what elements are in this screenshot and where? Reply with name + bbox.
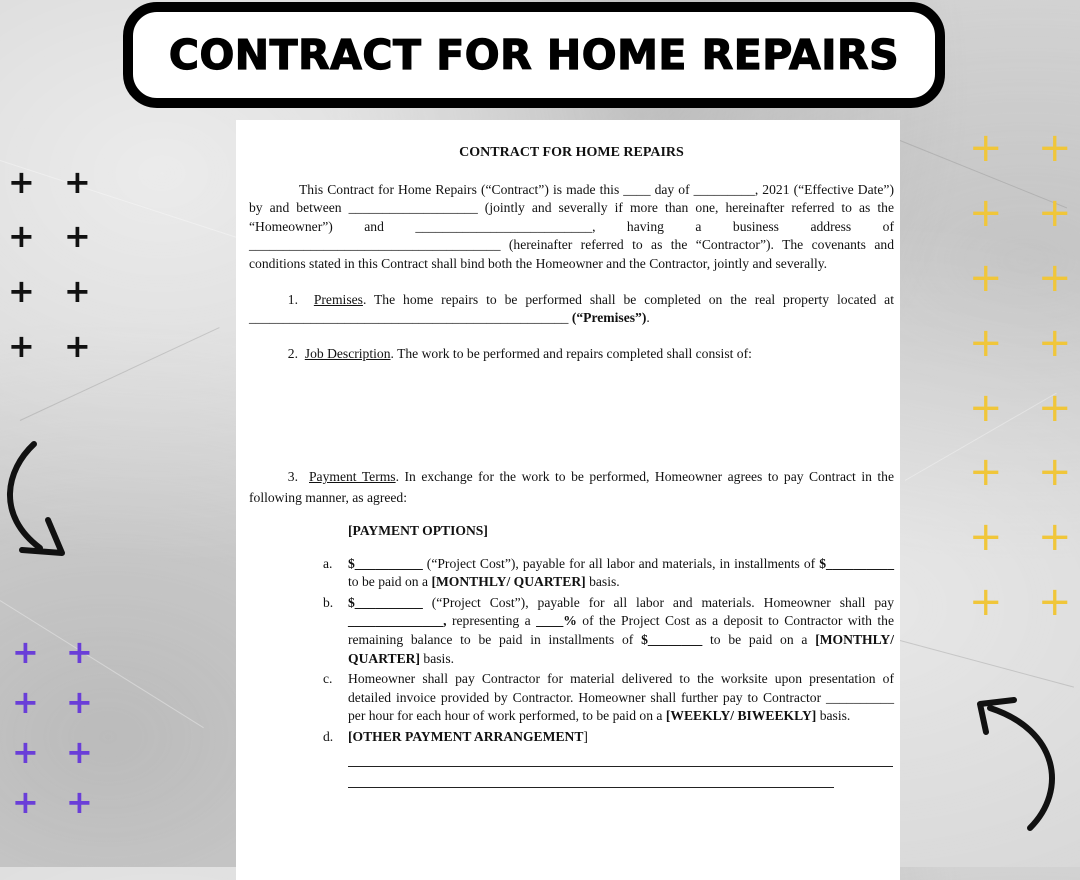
option-text: (“Project Cost”), payable for all labor and materials. Homeowner shall pay <box>422 594 894 610</box>
curved-arrow-up-icon <box>968 690 1068 835</box>
payment-option-d <box>323 728 894 747</box>
option-text: (“Project Cost”), payable for all labor and materials, in installments of <box>422 555 820 571</box>
paper-crease <box>900 640 1074 688</box>
section-job-description <box>249 345 894 364</box>
payment-option-a <box>323 555 894 592</box>
option-letter: a. <box>323 555 333 571</box>
plus-icon: + <box>66 633 93 671</box>
plus-icon: + <box>1038 449 1072 495</box>
plus-icon: + <box>12 783 39 821</box>
option-letter: c. <box>323 671 333 687</box>
option-text: of the Project Cost as a deposit to Contractor with the remaining balance to be paid in installments of <box>348 613 894 647</box>
payment-option-b <box>323 594 894 668</box>
option-text: to be paid on a <box>348 574 432 590</box>
plus-icon: + <box>64 272 91 310</box>
plus-icon: + <box>12 633 39 671</box>
option-text: basis. <box>816 708 851 724</box>
section-premises <box>249 291 894 328</box>
other-arrangement-label: [OTHER PAYMENT ARRANGEMENT <box>348 728 584 744</box>
frequency-choice: [MONTHLY/ QUARTER] <box>348 631 895 666</box>
frequency-choice: [WEEKLY/ BIWEEKLY] <box>665 708 817 724</box>
intro-paragraph: This Contract for Home Repairs (“Contract”) is made this ____ day of _________, 2021 (“Effective Date”) by and between ___________________ (jointly and severally if more than one, hereinafter referred to as the “Homeowner”) and __________________________, having a business address of _____________________________________ (hereinafter referred to as the “Contractor”). The covenants and conditions stated in this Contract shall bind both the Homeowner and the Contractor, jointly and severally. <box>249 181 894 271</box>
plus-icon: + <box>969 449 1003 495</box>
option-text: basis. <box>585 574 620 590</box>
blank-line <box>348 766 893 767</box>
option-text: basis. <box>420 650 455 666</box>
plus-icon: + <box>969 514 1003 560</box>
contract-document-page <box>236 120 900 880</box>
section-number: 2. <box>287 345 298 361</box>
option-letter: d. <box>323 728 334 744</box>
plus-icon: + <box>969 385 1003 431</box>
plus-icon: + <box>66 733 93 771</box>
document-title: CONTRACT FOR HOME REPAIRS <box>459 145 684 160</box>
plus-icon: + <box>969 255 1003 301</box>
premises-label: (“Premises”) <box>571 310 647 326</box>
plus-icon: + <box>1038 320 1072 366</box>
option-letter: b. <box>323 594 334 610</box>
section-heading: Premises <box>313 291 363 307</box>
plus-icon: + <box>1038 190 1072 236</box>
plus-icon: + <box>1038 255 1072 301</box>
percent-blank: ____% <box>536 613 577 629</box>
plus-icon: + <box>969 190 1003 236</box>
cost-blank: $__________ <box>348 594 423 610</box>
payment-options-heading: [PAYMENT OPTIONS] <box>348 523 488 539</box>
plus-icon: + <box>12 733 39 771</box>
plus-icon: + <box>8 327 35 365</box>
premises-blank: _______________________________________________ <box>249 310 569 326</box>
blank-line <box>348 787 834 788</box>
plus-icon: + <box>64 163 91 201</box>
title-banner <box>123 2 945 108</box>
option-text: Homeowner shall pay Contractor for material delivered to the worksite upon presentation of detailed invoice provided by Contractor. Homeowner shall further pay to Contractor __________ per hour for each hour of work performed, to be paid on a <box>348 671 894 724</box>
installment-blank: $__________ <box>819 555 894 571</box>
plus-icon: + <box>66 783 93 821</box>
section-text: . In exchange for the work to be performed, Homeowner agrees to pay Contract in the following manner, as agreed: <box>249 469 894 506</box>
plus-icon: + <box>1038 579 1072 625</box>
section-text: . The home repairs to be performed shall be completed on the real property located at <box>362 291 894 307</box>
plus-icon: + <box>12 683 39 721</box>
section-heading: Payment Terms <box>309 469 396 485</box>
installment-blank: $________ <box>641 631 703 647</box>
payment-option-c <box>323 670 894 726</box>
option-text: to be paid on a <box>702 631 816 647</box>
plus-icon: + <box>969 320 1003 366</box>
frequency-choice: [MONTHLY/ QUARTER] <box>431 574 586 590</box>
paper-crease <box>0 160 247 241</box>
plus-icon: + <box>8 217 35 255</box>
section-heading: Job Description <box>304 345 391 361</box>
section-number: 3. <box>287 469 298 485</box>
plus-icon: + <box>1038 385 1072 431</box>
curved-arrow-down-icon <box>0 440 80 565</box>
plus-icon: + <box>1038 125 1072 171</box>
deposit-blank: ______________, <box>348 613 447 629</box>
option-text: representing a <box>446 613 537 629</box>
section-end: . <box>646 310 650 326</box>
plus-icon: + <box>1038 514 1072 560</box>
paper-crease <box>20 327 220 421</box>
plus-icon: + <box>8 163 35 201</box>
plus-icon: + <box>8 272 35 310</box>
plus-icon: + <box>64 327 91 365</box>
plus-icon: + <box>969 579 1003 625</box>
banner-title: CONTRACT FOR HOME REPAIRS <box>168 31 900 79</box>
section-number: 1. <box>287 291 298 307</box>
plus-icon: + <box>969 125 1003 171</box>
plus-icon: + <box>64 217 91 255</box>
plus-icon: + <box>66 683 93 721</box>
option-text: ] <box>583 728 588 744</box>
section-text: . The work to be performed and repairs completed shall consist of: <box>390 345 752 361</box>
cost-blank: $__________ <box>348 555 423 571</box>
section-payment-terms <box>249 466 894 508</box>
